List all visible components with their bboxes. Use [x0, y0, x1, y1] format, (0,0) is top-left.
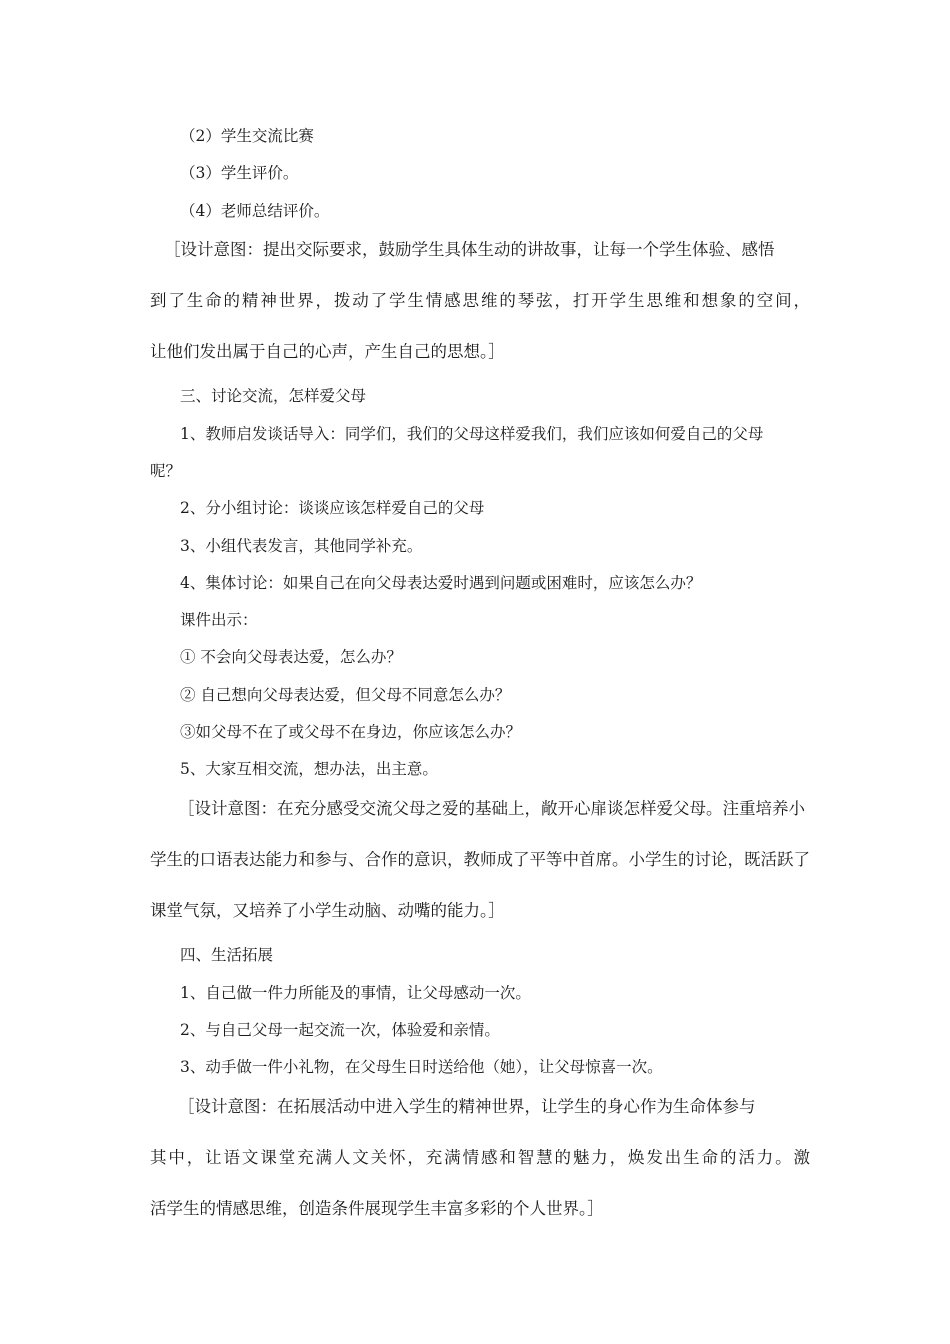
- design-intent-line: 到了生命的精神世界，拨动了学生情感思维的琴弦，打开学生思维和想象的空间，: [150, 291, 810, 310]
- design-intent-line: 课堂气氛，又培养了小学生动脑、动嘴的能力。］: [150, 901, 505, 920]
- list-item: （2）学生交流比赛: [180, 127, 314, 145]
- section-heading: 三、讨论交流，怎样爱父母: [180, 387, 367, 405]
- list-item: 3、动手做一件小礼物，在父母生日时送给他（她），让父母惊喜一次。: [180, 1058, 663, 1076]
- list-item: ① 不会向父母表达爱，怎么办？: [180, 648, 402, 666]
- paragraph-line: 1、教师启发谈话导入：同学们，我们的父母这样爱我们，我们应该如何爱自己的父母: [180, 425, 764, 443]
- list-item: 5、大家互相交流，想办法，出主意。: [180, 760, 438, 778]
- paragraph-line: 呢？: [150, 462, 182, 480]
- list-item: 4、集体讨论：如果自己在向父母表达爱时遇到问题或困难时，应该怎么办？: [180, 574, 702, 592]
- list-item: ② 自己想向父母表达爱，但父母不同意怎么办？: [180, 686, 511, 704]
- design-intent-line: ［设计意图：在拓展活动中进入学生的精神世界，让学生的身心作为生命体参与: [178, 1097, 756, 1116]
- list-item: （4）老师总结评价。: [180, 202, 330, 220]
- section-heading: 四、生活拓展: [180, 946, 274, 964]
- courseware-label: 课件出示：: [180, 611, 258, 629]
- list-item: 1、自己做一件力所能及的事情，让父母感动一次。: [180, 984, 531, 1002]
- design-intent-line: 活学生的情感思维，创造条件展现学生丰富多彩的个人世界。］: [150, 1199, 604, 1218]
- list-item: 2、分小组讨论：谈谈应该怎样爱自己的父母: [180, 499, 485, 517]
- list-item: 2、与自己父母一起交流一次，体验爱和亲情。: [180, 1021, 500, 1039]
- design-intent-line: 让他们发出属于自己的心声，产生自己的思想。］: [150, 342, 505, 361]
- design-intent-line: ［设计意图：在充分感受交流父母之爱的基础上，敞开心扉谈怎样爱父母。注重培养小: [178, 799, 805, 818]
- list-item: ③如父母不在了或父母不在身边，你应该怎么办？: [180, 723, 522, 741]
- list-item: 3、小组代表发言，其他同学补充。: [180, 537, 423, 555]
- design-intent-line: 学生的口语表达能力和参与、合作的意识，教师成了平等中首席。小学生的讨论，既活跃了: [150, 850, 810, 869]
- design-intent-line: 其中，让语文课堂充满人文关怀，充满情感和智慧的魅力，焕发出生命的活力。激: [150, 1148, 810, 1167]
- list-item: （3）学生评价。: [180, 164, 299, 182]
- design-intent-line: ［设计意图：提出交际要求，鼓励学生具体生动的讲故事，让每一个学生体验、感悟: [164, 240, 775, 259]
